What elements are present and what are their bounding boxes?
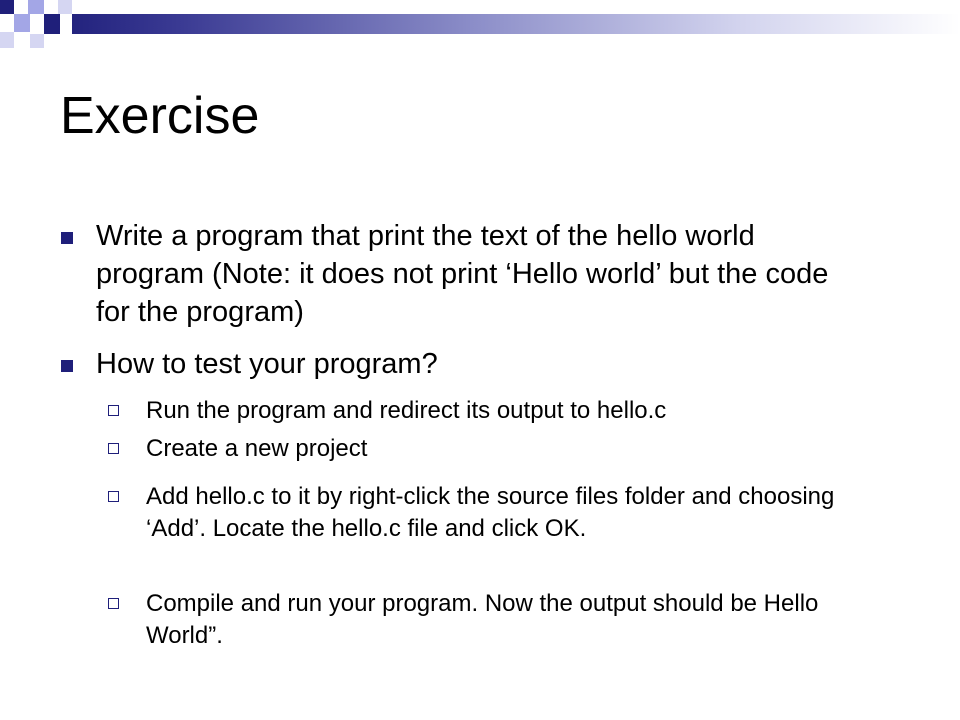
square-bullet-icon (61, 360, 73, 372)
sub-bullet-item (146, 395, 886, 427)
hollow-square-bullet-icon (108, 405, 119, 416)
sub-bullet-text: Add hello.c to it by right-click the source files folder and choosing ‘Add’. Locate the hello.c file and click OK. (146, 483, 835, 542)
corner-square-navy (44, 14, 60, 34)
corner-square-pale (58, 0, 72, 14)
corner-square-navy (0, 0, 14, 14)
sub-bullet-item (146, 588, 886, 652)
slide-title: Exercise (60, 87, 260, 145)
hollow-square-bullet-icon (108, 491, 119, 502)
bullet-item (96, 217, 856, 331)
bullet-item (96, 345, 856, 383)
sub-bullet-item (146, 481, 886, 545)
square-bullet-icon (61, 232, 73, 244)
hollow-square-bullet-icon (108, 443, 119, 454)
bullet-text: Write a program that print the text of the hello world program (Note: it does not print ‘Hello world’ but the code for the program) (96, 220, 829, 328)
sub-bullet-text: Run the program and redirect its output to hello.c (146, 397, 667, 424)
corner-square-pale (30, 34, 44, 48)
hollow-square-bullet-icon (108, 598, 119, 609)
corner-square-lavender (14, 14, 30, 32)
sub-bullet-item (146, 433, 886, 465)
bullet-text: How to test your program? (96, 348, 438, 380)
corner-square-pale (0, 32, 14, 48)
corner-square-lavender (28, 0, 44, 14)
sub-bullet-text: Create a new project (146, 435, 368, 462)
header-gradient-bar (72, 14, 960, 34)
sub-bullet-text: Compile and run your program. Now the output should be Hello World”. (146, 590, 819, 649)
